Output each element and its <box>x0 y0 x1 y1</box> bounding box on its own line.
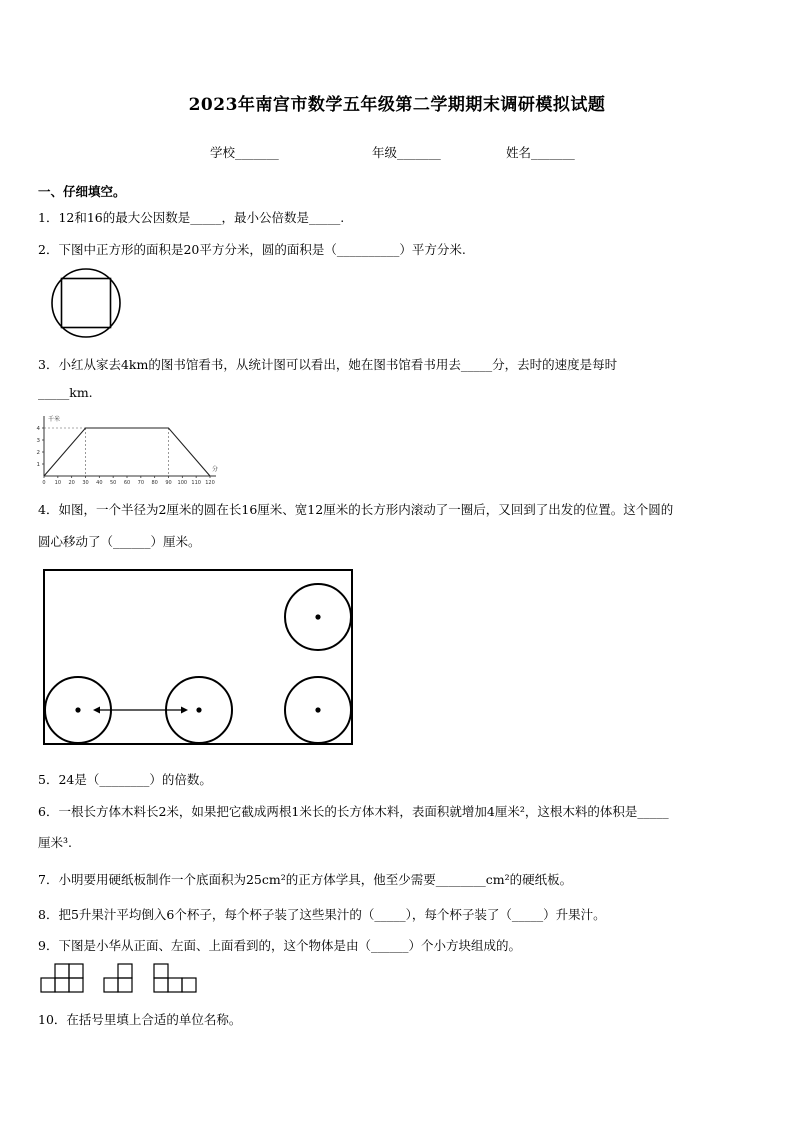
three-views-figure <box>38 962 202 996</box>
question-10: 10．在括号里填上合适的单位名称。 <box>38 1012 242 1027</box>
question-4-continued: 圆心移动了（______）厘米。 <box>38 534 201 549</box>
y-tick-label: 4 <box>36 426 40 432</box>
x-axis-label: 分 <box>212 466 219 473</box>
y-axis-label: 千米 <box>48 416 61 423</box>
arrow-head-left <box>93 707 100 714</box>
section-heading: 一、仔细填空。 <box>38 184 126 199</box>
x-tick-label: 40 <box>96 480 103 486</box>
center-dot <box>315 707 320 712</box>
distance-line <box>44 428 210 476</box>
square-in-circle-figure <box>46 268 126 340</box>
rolling-circle-figure <box>40 566 356 750</box>
y-tick-label: 1 <box>36 462 40 468</box>
x-tick-label: 100 <box>177 480 188 486</box>
distance-time-graph <box>34 412 224 488</box>
x-tick-label: 110 <box>191 480 201 486</box>
question-3: 3．小红从家去4km的图书馆看书，从统计图可以看出，她在图书馆看书用去_____分，去时的速度是每时 <box>38 357 618 372</box>
arrow-head-right <box>181 707 188 714</box>
question-2: 2．下图中正方形的面积是20平方分米，圆的面积是（__________）平方分米. <box>38 242 466 257</box>
x-tick-label: 30 <box>82 480 89 486</box>
y-tick-label: 3 <box>36 438 40 444</box>
x-tick-label: 20 <box>68 480 75 486</box>
question-9: 9．下图是小华从正面、左面、上面看到的，这个物体是由（______）个小方块组成的。 <box>38 938 521 953</box>
question-4: 4．如图，一个半径为2厘米的圆在长16厘米、宽12厘米的长方形内滚动了一圈后，又回到了出发的位置。这个圆的 <box>38 502 674 517</box>
left-view <box>104 964 132 992</box>
x-tick-label: 120 <box>205 480 215 486</box>
center-dot <box>75 707 80 712</box>
page-title: 2023年南宫市数学五年级第二学期期末调研模拟试题 <box>188 95 606 115</box>
question-1: 1．12和16的最大公因数是_____，最小公倍数是_____. <box>38 210 345 225</box>
y-tick-label: 2 <box>36 450 40 456</box>
center-dot <box>315 614 320 619</box>
front-view <box>41 964 83 992</box>
name-field: 姓名_______ <box>506 145 575 160</box>
school-field: 学校_______ <box>210 145 279 160</box>
x-tick-label: 80 <box>151 480 158 486</box>
x-tick-label: 50 <box>109 480 117 486</box>
question-3-continued: _____km. <box>38 385 93 400</box>
x-tick-label: 60 <box>123 480 131 486</box>
question-6-continued: 厘米³. <box>38 835 72 850</box>
rectangle-shape <box>44 570 352 744</box>
question-7: 7．小明要用硬纸板制作一个底面积为25cm²的正方体学具，他至少需要________cm²的硬纸板。 <box>38 872 573 887</box>
x-tick-label: 70 <box>137 480 145 486</box>
center-dot <box>196 707 201 712</box>
question-5: 5．24是（________）的倍数。 <box>38 772 212 787</box>
x-tick-label: 10 <box>54 480 62 486</box>
grade-field: 年级_______ <box>372 145 441 160</box>
square-shape <box>62 279 111 328</box>
question-6: 6．一根长方体木料长2米，如果把它截成两根1米长的长方体木料，表面积就增加4厘米²，这根木料的体积是_____ <box>38 804 669 819</box>
x-tick-label: 0 <box>42 480 46 486</box>
x-tick-label: 90 <box>165 480 172 486</box>
question-8: 8．把5升果汁平均倒入6个杯子，每个杯子装了这些果汁的（_____），每个杯子装了（_____）升果汁。 <box>38 907 606 922</box>
top-view <box>154 964 196 992</box>
